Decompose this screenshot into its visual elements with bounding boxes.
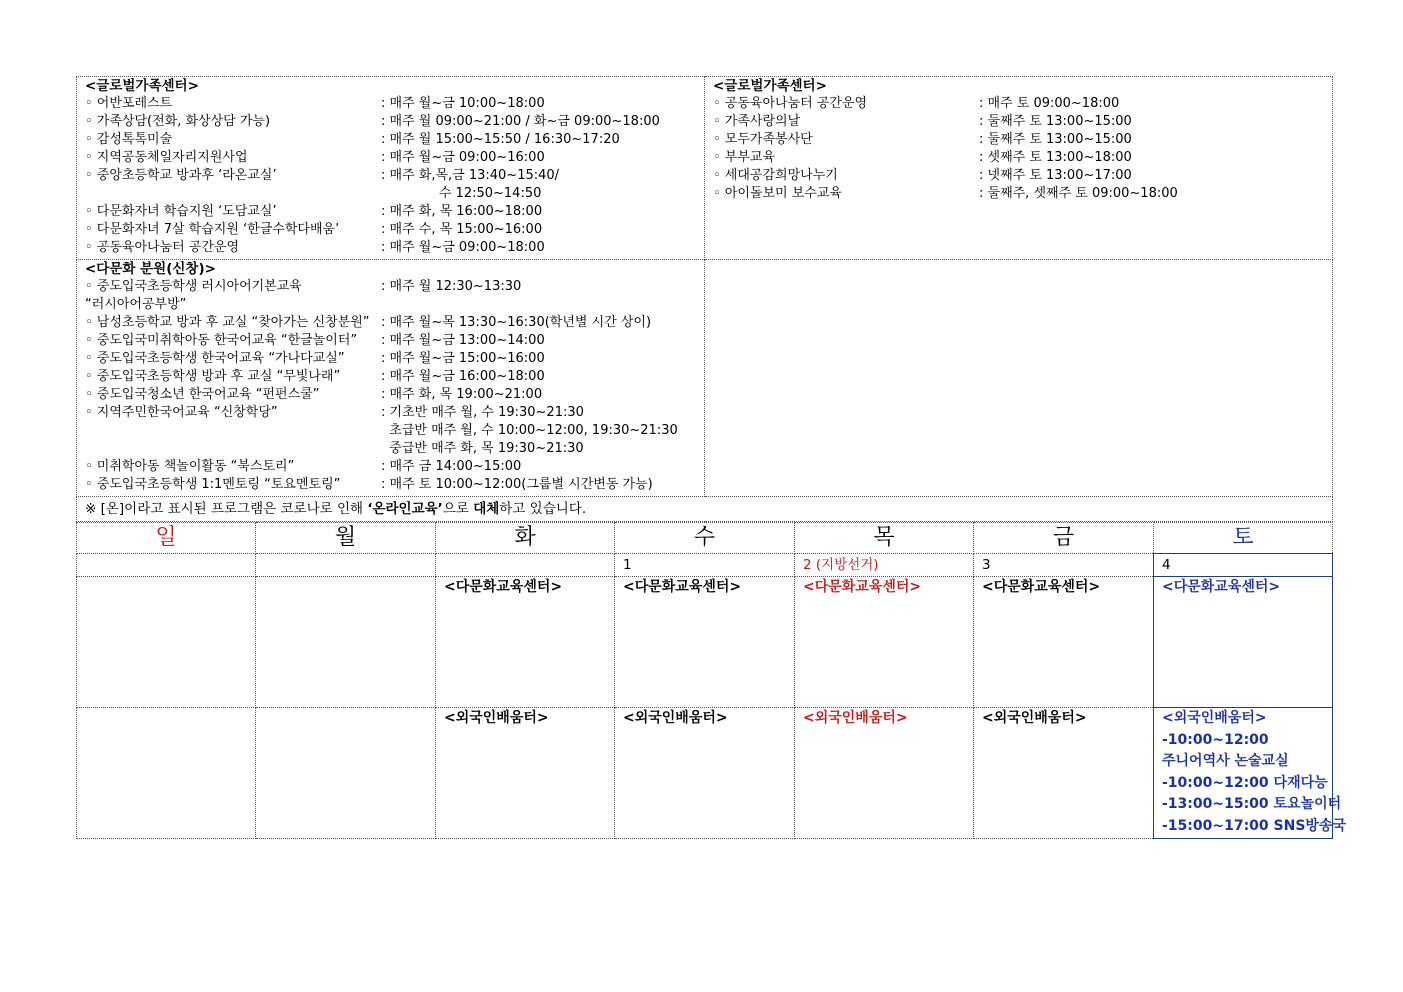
program-schedule: : 매주 월~금 10:00~18:00 (381, 96, 545, 111)
event-line: -10:00~12:00 다재다능 (1162, 774, 1328, 791)
program-row (713, 185, 1324, 203)
program-row (85, 476, 696, 494)
program-name: ◦ 다문화자녀 학습지원 ‘도담교실’ (85, 204, 277, 219)
date-row (77, 554, 1333, 577)
program-name: ◦ 미취학아동 책놀이활동 “북스토리” (85, 459, 295, 474)
event-cell: <외국인배움터> (974, 708, 1154, 839)
program-row (85, 332, 696, 350)
program-schedule: 수 12:50~14:50 (381, 186, 542, 201)
event-cell (77, 577, 256, 708)
program-row (713, 131, 1324, 149)
program-schedule: : 매주 화,목,금 13:40~15:40/ (381, 168, 560, 183)
program-row (85, 167, 696, 185)
day-monday: 월 (256, 523, 436, 554)
program-name: ◦ 가족사랑의날 (713, 114, 801, 129)
day-friday: 금 (974, 523, 1154, 554)
program-name: ◦ 중도입국초등학생 한국어교육 “가나다교실” (85, 351, 345, 366)
multicultural-branch-cell (77, 260, 705, 497)
event-cell: <다문화교육센터> (974, 577, 1154, 708)
date-cell: 1 (615, 554, 795, 577)
program-name (85, 440, 381, 458)
event-cell: <외국인배움터> (436, 708, 615, 839)
program-schedule: : 매주 화, 목 19:00~21:00 (381, 387, 543, 402)
section-title: <글로벌가족센터> (85, 78, 199, 94)
program-name: ◦ 가족상담(전화, 화상상담 가능) (85, 114, 271, 129)
program-schedule: : 매주 월 15:00~15:50 / 16:30~17:20 (381, 132, 620, 147)
program-schedule: : 매주 월~금 09:00~18:00 (381, 240, 545, 255)
program-name: ◦ 중도입국초등학생 러시아어기본교육 (85, 279, 302, 294)
program-name: ◦ 공동육아나눔터 공간운영 (713, 96, 868, 111)
program-name (85, 422, 381, 440)
program-row (85, 350, 696, 368)
multicultural-center-row (77, 577, 1333, 708)
event-cell-holiday: <다문화교육센터> (795, 577, 974, 708)
program-row (85, 203, 696, 221)
program-name: ◦ 어반포레스트 (85, 96, 173, 111)
program-schedule: : 매주 수, 목 15:00~16:00 (381, 222, 543, 237)
date-cell: 3 (974, 554, 1154, 577)
day-saturday: 토 (1154, 523, 1333, 554)
event-cell (256, 708, 436, 839)
program-name: ◦ 감성톡톡미술 (85, 132, 173, 147)
program-row (85, 458, 696, 476)
program-name: ◦ 중도입국미취학아동 한국어교육 “한글놀이터” (85, 333, 358, 348)
event-title: <외국인배움터> (1162, 710, 1267, 726)
event-cell (256, 577, 436, 708)
date-cell (256, 554, 436, 577)
section-title: <다문화 분원(신창)> (85, 261, 216, 277)
event-cell (77, 708, 256, 839)
event-line: -15:00~17:00 SNS방송국 (1162, 817, 1346, 834)
event-cell: <외국인배움터> (615, 708, 795, 839)
program-schedule: : 매주 월 09:00~21:00 / 화~금 09:00~18:00 (381, 114, 660, 129)
program-row (85, 131, 696, 149)
program-row (85, 113, 696, 131)
section-title: <글로벌가족센터> (713, 78, 827, 94)
program-row (85, 149, 696, 167)
event-line: 주니어역사 논술교실 (1162, 753, 1289, 769)
program-list (713, 95, 1324, 203)
program-schedule (381, 296, 696, 314)
event-line: -13:00~15:00 토요놀이터 (1162, 796, 1342, 812)
program-schedule: 초급반 매주 월, 수 10:00~12:00, 19:30~21:30 (381, 423, 678, 438)
program-name: ◦ 중도입국초등학생 방과 후 교실 “무빛나래” (85, 369, 341, 384)
date-cell (436, 554, 615, 577)
program-name: ◦ 부부교육 (713, 150, 776, 165)
program-schedule: : 매주 금 14:00~15:00 (381, 459, 522, 474)
event-line: -10:00~12:00 (1162, 731, 1269, 748)
program-schedule: : 매주 월~금 13:00~14:00 (381, 333, 545, 348)
program-row (713, 95, 1324, 113)
program-row (85, 95, 696, 113)
event-cell-saturday (1154, 708, 1346, 839)
date-cell-holiday: 2 (지방선거) (795, 554, 974, 577)
program-name: ◦ 남성초등학교 방과 후 교실 “찾아가는 신창분원” (85, 315, 370, 330)
event-cell-holiday: <외국인배움터> (795, 708, 974, 839)
program-row (85, 278, 696, 296)
day-thursday: 목 (795, 523, 974, 554)
program-schedule: : 매주 화, 목 16:00~18:00 (381, 204, 543, 219)
program-row (713, 149, 1324, 167)
program-list (85, 95, 696, 257)
event-cell: <다문화교육센터> (615, 577, 795, 708)
program-schedule: : 둘째주 토 13:00~15:00 (979, 114, 1132, 129)
program-schedule: : 매주 월~목 13:30~16:30(학년별 시간 상이) (381, 315, 652, 330)
foreigner-learning-row (77, 708, 1333, 839)
program-row (713, 113, 1324, 131)
program-schedule: : 매주 토 10:00~12:00(그룹별 시간변동 가능) (381, 477, 653, 492)
program-name: ◦ 세대공감희망나누기 (713, 168, 838, 183)
program-schedule: : 매주 토 09:00~18:00 (979, 96, 1120, 111)
program-row (85, 296, 696, 314)
weekday-header-row (77, 523, 1333, 554)
day-sunday: 일 (77, 523, 256, 554)
day-tuesday: 화 (436, 523, 615, 554)
program-schedule: : 넷째주 토 13:00~17:00 (979, 168, 1132, 183)
event-cell-saturday: <다문화교육센터> (1154, 577, 1333, 708)
program-schedule: : 둘째주, 셋째주 토 09:00~18:00 (979, 186, 1178, 201)
program-row (85, 314, 696, 332)
program-schedule: : 셋째주 토 13:00~18:00 (979, 150, 1132, 165)
program-name (85, 185, 381, 203)
program-name: ◦ 중도입국청소년 한국어교육 “펀펀스쿨” (85, 387, 320, 402)
online-notice: ※ [온]이라고 표시된 프로그램은 코로나로 인해 ‘온라인교육’으로 대체하고 있습니다. (85, 501, 587, 517)
program-name: ◦ 공동육아나눔터 공간운영 (85, 240, 240, 255)
event-cell: <다문화교육센터> (436, 577, 615, 708)
date-cell: 4 (1154, 554, 1333, 577)
global-family-center-weekday-cell (77, 77, 705, 260)
program-name: ◦ 아이돌보미 보수교육 (713, 186, 842, 201)
program-schedule: : 매주 월 12:30~13:30 (381, 279, 522, 294)
program-row (85, 368, 696, 386)
program-list (85, 278, 696, 494)
program-schedule: : 매주 월~금 16:00~18:00 (381, 369, 545, 384)
program-row (713, 167, 1324, 185)
program-row (85, 185, 696, 203)
program-name: ◦ 다문화자녀 7살 학습지원 ‘한글수학다배움’ (85, 222, 340, 237)
program-name: ◦ 지역주민한국어교육 “신창학당” (85, 405, 278, 420)
program-row (85, 239, 696, 257)
program-row (85, 386, 696, 404)
program-row (85, 404, 696, 422)
date-cell (77, 554, 256, 577)
program-row (85, 440, 696, 458)
program-name: “러시아어공부방” (85, 297, 187, 312)
program-table (76, 76, 1333, 522)
program-row (85, 221, 696, 239)
program-row (85, 422, 696, 440)
notice-cell (77, 497, 1333, 522)
program-name: ◦ 중앙초등학교 방과후 ‘라온교실’ (85, 168, 277, 183)
program-schedule: : 기초반 매주 월, 수 19:30~21:30 (381, 405, 584, 420)
program-name: ◦ 중도입국초등학생 1:1멘토링 “토요멘토링” (85, 477, 341, 492)
empty-cell (705, 260, 1333, 497)
program-schedule: : 둘째주 토 13:00~15:00 (979, 132, 1132, 147)
program-schedule: : 매주 월~금 09:00~16:00 (381, 150, 545, 165)
program-name: ◦ 모두가족봉사단 (713, 132, 813, 147)
program-name: ◦ 지역공동체일자리지원사업 (85, 150, 248, 165)
global-family-center-saturday-cell (705, 77, 1333, 260)
schedule-sheet (76, 76, 1346, 839)
day-wednesday: 수 (615, 523, 795, 554)
program-schedule: 중급반 매주 화, 목 19:30~21:30 (381, 441, 584, 456)
program-schedule: : 매주 월~금 15:00~16:00 (381, 351, 545, 366)
calendar-table (76, 522, 1346, 839)
